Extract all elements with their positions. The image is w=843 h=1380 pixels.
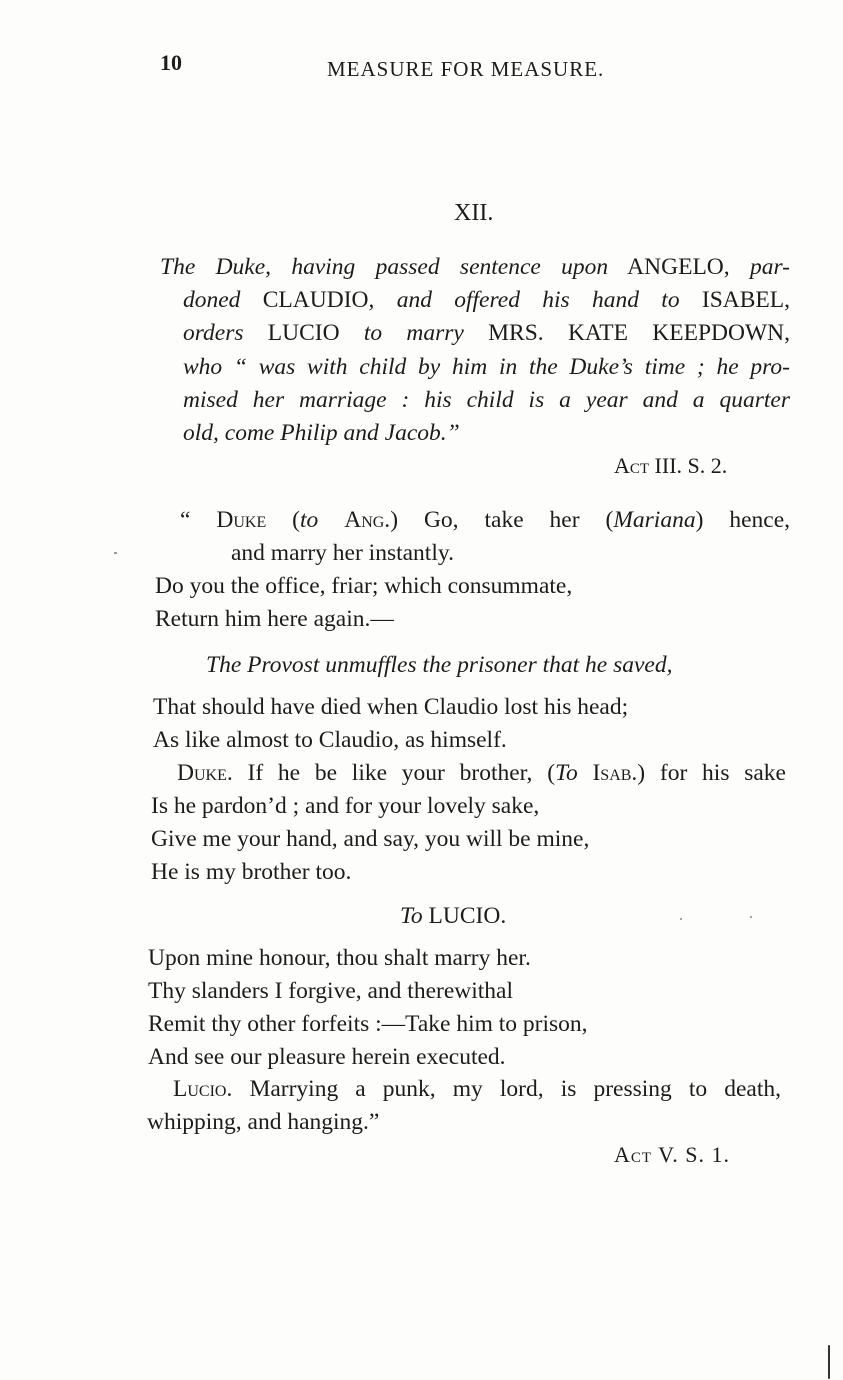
paren: ( — [292, 507, 300, 533]
stage-direction: The Provost unmuffles the prisoner that he saved, — [206, 652, 673, 678]
name-mariana: Mariana — [613, 507, 696, 533]
quote-text: ) hence, — [695, 507, 791, 533]
addressee: Isab. — [592, 760, 638, 786]
argument-text: doned — [183, 287, 241, 313]
name-lucio: LUCIO. — [428, 903, 507, 929]
quote-line-3: Do you the office, friar; which consummate, — [155, 573, 573, 599]
quote-line-15 — [173, 1076, 781, 1103]
open-quote: “ — [180, 507, 191, 533]
argument-name: ANGELO, — [627, 254, 730, 280]
citation-act-3: Act III. S. 2. — [614, 453, 728, 478]
quote-text: Marrying a punk, my lord, is pressing to death, — [249, 1076, 781, 1102]
citation-act-5: Act V. S. 1. — [614, 1142, 730, 1167]
quote-line-7 — [177, 760, 786, 787]
quote-line-4: Return him here again.— — [155, 606, 394, 632]
argument-line-4: who “ was with child by him in the Duke’s time ; he pro- — [183, 354, 790, 380]
quote-line-16: whipping, and hanging.” — [147, 1109, 380, 1135]
scan-speck — [680, 918, 682, 920]
stage-to: to — [300, 507, 319, 533]
speaker-duke: Duke. — [177, 760, 233, 786]
argument-line-5: mised her marriage : his child is a year and a quarter — [183, 387, 790, 413]
stage-to: To — [555, 760, 578, 786]
argument-name: ISABEL, — [701, 287, 791, 313]
argument-name: CLAUDIO, — [262, 287, 375, 313]
quote-line-13: Remit thy other forfeits :—Take him to prison, — [148, 1011, 588, 1037]
argument-text: orders — [183, 320, 244, 346]
scan-speck — [750, 916, 752, 918]
addressee: Ang. — [344, 507, 391, 533]
running-title: MEASURE FOR MEASURE. — [327, 57, 605, 81]
argument-line-3 — [183, 320, 790, 347]
quote-line-6: As like almost to Claudio, as himself. — [153, 727, 507, 753]
quote-line-1 — [180, 507, 790, 534]
quote-line-8: Is he pardon’d ; and for your lovely sake, — [151, 793, 540, 819]
argument-text: The Duke, having passed sentence upon — [160, 254, 609, 280]
speaker-duke: Duke — [216, 507, 267, 533]
paren: ) — [390, 507, 399, 533]
argument-name: MRS. KATE KEEPDOWN, — [488, 320, 790, 346]
quote-line-2: and marry her instantly. — [231, 540, 454, 566]
argument-text: par- — [749, 254, 790, 280]
argument-name: LUCIO — [267, 320, 340, 346]
argument-text: to marry — [363, 320, 464, 346]
argument-line-1 — [160, 254, 790, 281]
quote-line-11: Upon mine honour, thou shalt marry her. — [148, 945, 531, 971]
to-lucio-heading — [400, 903, 506, 930]
scan-speck — [114, 552, 117, 554]
quote-line-12: Thy slanders I forgive, and therewithal — [148, 978, 514, 1004]
argument-line-6: old, come Philip and Jacob.” — [183, 420, 460, 446]
quote-line-10: He is my brother too. — [151, 859, 352, 885]
argument-line-2 — [183, 287, 790, 314]
speaker-lucio: Lucio. — [173, 1076, 233, 1102]
quote-text: Go, take her ( — [423, 507, 614, 533]
stage-to: To — [400, 903, 423, 929]
quote-line-5: That should have died when Claudio lost his head; — [153, 694, 629, 720]
quote-text: ) for his sake — [637, 760, 786, 786]
quote-text: If he be like your brother, ( — [247, 760, 556, 786]
argument-text: and offered his hand to — [396, 287, 680, 313]
scan-edge-mark — [828, 1345, 830, 1379]
quote-line-9: Give me your hand, and say, you will be mine, — [151, 826, 590, 852]
page-number: 10 — [160, 50, 182, 75]
quote-line-14: And see our pleasure herein executed. — [148, 1044, 506, 1070]
section-numeral: XII. — [454, 200, 494, 226]
